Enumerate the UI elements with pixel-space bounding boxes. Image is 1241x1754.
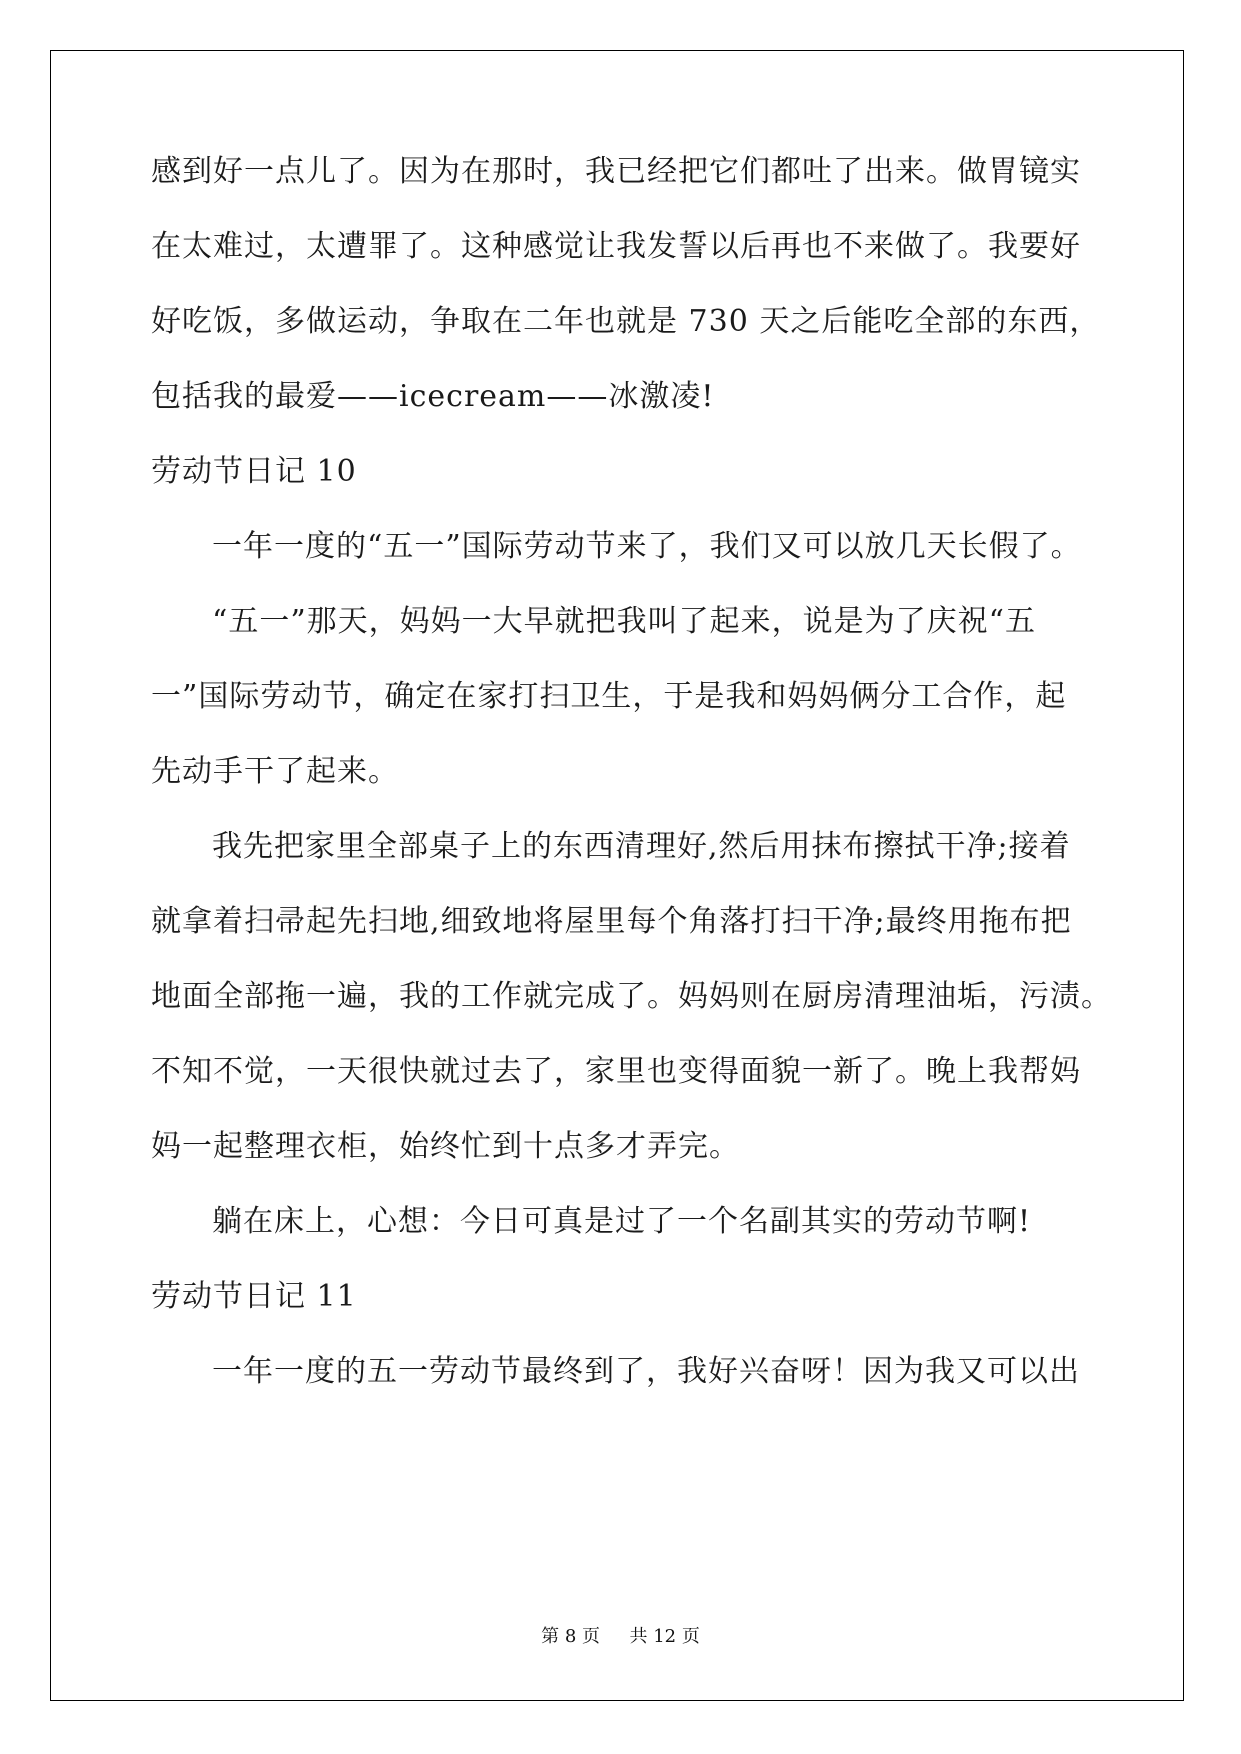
paragraph-line: 不知不觉，一天很快就过去了，家里也变得面貌一新了。晚上我帮妈 bbox=[151, 1054, 1081, 1089]
page-total: 共 12 页 bbox=[629, 1626, 700, 1647]
paragraph-line: 一年一度的五一劳动节最终到了，我好兴奋呀！因为我又可以出 bbox=[212, 1354, 1080, 1389]
page-footer bbox=[0, 1622, 1241, 1648]
paragraph-line: 地面全部拖一遍，我的工作就完成了。妈妈则在厨房清理油垢，污渍。 bbox=[151, 979, 1112, 1014]
paragraph-line: 我先把家里全部桌子上的东西清理好,然后用抹布擦拭干净;接着 bbox=[212, 829, 1071, 864]
paragraph-line: 妈一起整理衣柜，始终忙到十点多才弄完。 bbox=[151, 1129, 740, 1164]
paragraph-line: 躺在床上，心想：今日可真是过了一个名副其实的劳动节啊! bbox=[212, 1204, 1032, 1239]
paragraph-line: “五一”那天，妈妈一大早就把我叫了起来，说是为了庆祝“五 bbox=[212, 604, 1037, 639]
paragraph-line: 就拿着扫帚起先扫地,细致地将屋里每个角落打扫干净;最终用拖布把 bbox=[151, 904, 1072, 939]
page-number: 第 8 页 bbox=[541, 1626, 601, 1647]
paragraph-line: 一”国际劳动节，确定在家打扫卫生，于是我和妈妈俩分工合作，起 bbox=[151, 679, 1067, 714]
paragraph-line: 包括我的最爱——icecream——冰激凌! bbox=[151, 379, 715, 414]
paragraph-line: 一年一度的“五一”国际劳动节来了，我们又可以放几天长假了。 bbox=[212, 529, 1082, 564]
paragraph-line: 好吃饭，多做运动，争取在二年也就是 730 天之后能吃全部的东西， bbox=[151, 304, 1101, 339]
section-heading: 劳动节日记 10 bbox=[151, 454, 357, 489]
page-border bbox=[50, 50, 1184, 1701]
paragraph-line: 感到好一点儿了。因为在那时，我已经把它们都吐了出来。做胃镜实 bbox=[151, 154, 1081, 189]
paragraph-line: 在太难过，太遭罪了。这种感觉让我发誓以后再也不来做了。我要好 bbox=[151, 229, 1081, 264]
paragraph-line: 先动手干了起来。 bbox=[151, 754, 399, 789]
section-heading: 劳动节日记 11 bbox=[151, 1279, 357, 1314]
